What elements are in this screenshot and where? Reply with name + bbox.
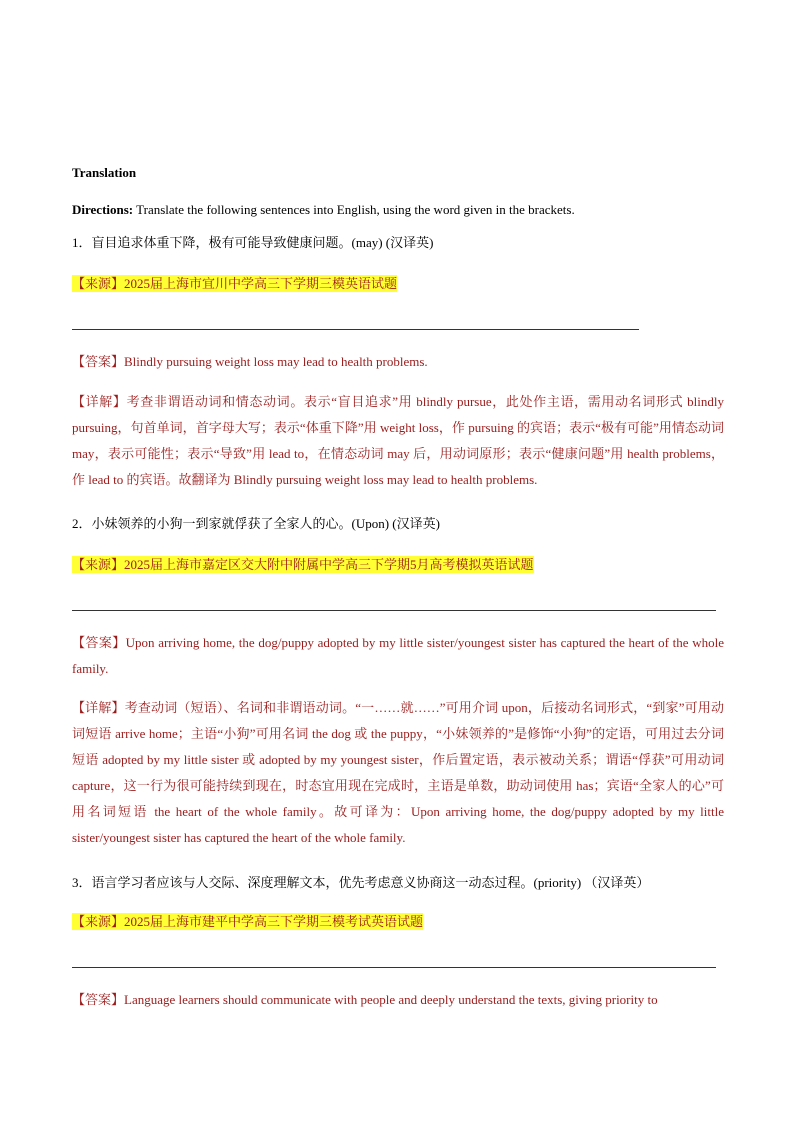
- answer-text-2: Upon arriving home, the dog/puppy adopted by my little sister/youngest sister has captured the heart of the whole family.: [72, 635, 724, 676]
- answer-1: [72, 349, 724, 375]
- detail-label-1: 【详解】: [72, 394, 127, 409]
- detail-text-1: 考查非谓语动词和情态动词。表示“盲目追求”用 blindly pursue，此处作主语，需用动名词形式 blindly pursuing，句首单词，首字母大写；表示“体重下降”用 weight loss，作 pursuing 的宾语；表示“极有可能”用情态动词 may，表示可能性；表示“导致”用 lead to，在情态动词 may 后，用动词原形；表示“健康问题”用 health problems，作 lead to 的宾语。故翻译为 Blindly pursuing weight loss may lead to health problems.: [72, 394, 724, 487]
- detail-2: [72, 695, 724, 851]
- directions-label: Directions:: [72, 202, 134, 217]
- question-1: 1．盲目追求体重下降，极有可能导致健康问题。(may) (汉译英): [72, 235, 434, 250]
- answer-text-3: Language learners should communicate with people and deeply understand the texts, giving priority to: [124, 992, 658, 1007]
- source-label-1: 【来源】2025届上海市宜川中学高三下学期三模英语试题: [72, 276, 398, 291]
- directions-text: Translate the following sentences into English, using the word given in the brackets.: [133, 202, 575, 217]
- detail-1: [72, 389, 724, 493]
- answer-line-1: [72, 329, 639, 330]
- answer-3: [72, 987, 724, 1013]
- source-2: [72, 552, 724, 578]
- detail-text-2: 考查动词（短语）、名词和非谓语动词。“一……就……”可用介词 upon，后接动名词形式，“到家”可用动词短语 arrive home；主语“小狗”可用名词 the dog 或 the puppy，“小妹领养的”是修饰“小狗”的定语，可用过去分词短语 adopted by my little sister 或 adopted by my youngest sister，作后置定语，表示被动关系；谓语“俘获”可用动词 capture，这一行为很可能持续到现在，时态宜用现在完成时，主语是单数，助动词使用 has；宾语“全家人的心”可用名词短语 the heart of the whole family。故可译为：Upon arriving home, the dog/puppy adopted by my little sister/youngest sister has captured the heart of the whole family.: [72, 700, 724, 845]
- section-heading: Translation: [72, 165, 137, 180]
- answer-line-2: [72, 610, 716, 611]
- source-1: [72, 271, 724, 297]
- source-3: [72, 909, 724, 935]
- answer-2: [72, 630, 724, 682]
- answer-label-3: 【答案】: [72, 992, 125, 1007]
- directions: [72, 197, 724, 223]
- detail-label-2: 【详解】: [72, 700, 125, 715]
- answer-text-1: Blindly pursuing weight loss may lead to health problems.: [124, 354, 428, 369]
- source-label-3: 【来源】2025届上海市建平中学高三下学期三模考试英语试题: [72, 914, 424, 929]
- source-label-2: 【来源】2025届上海市嘉定区交大附中附属中学高三下学期5月高考模拟英语试题: [72, 557, 534, 572]
- answer-line-3: [72, 967, 716, 968]
- answer-label-1: 【答案】: [72, 354, 125, 369]
- answer-label-2: 【答案】: [72, 635, 126, 650]
- question-3: 3．语言学习者应该与人交际、深度理解文本，优先考虑意义协商这一动态过程。(priority) （汉译英）: [72, 875, 650, 890]
- question-2: 2．小妹领养的小狗一到家就俘获了全家人的心。(Upon) (汉译英): [72, 516, 440, 531]
